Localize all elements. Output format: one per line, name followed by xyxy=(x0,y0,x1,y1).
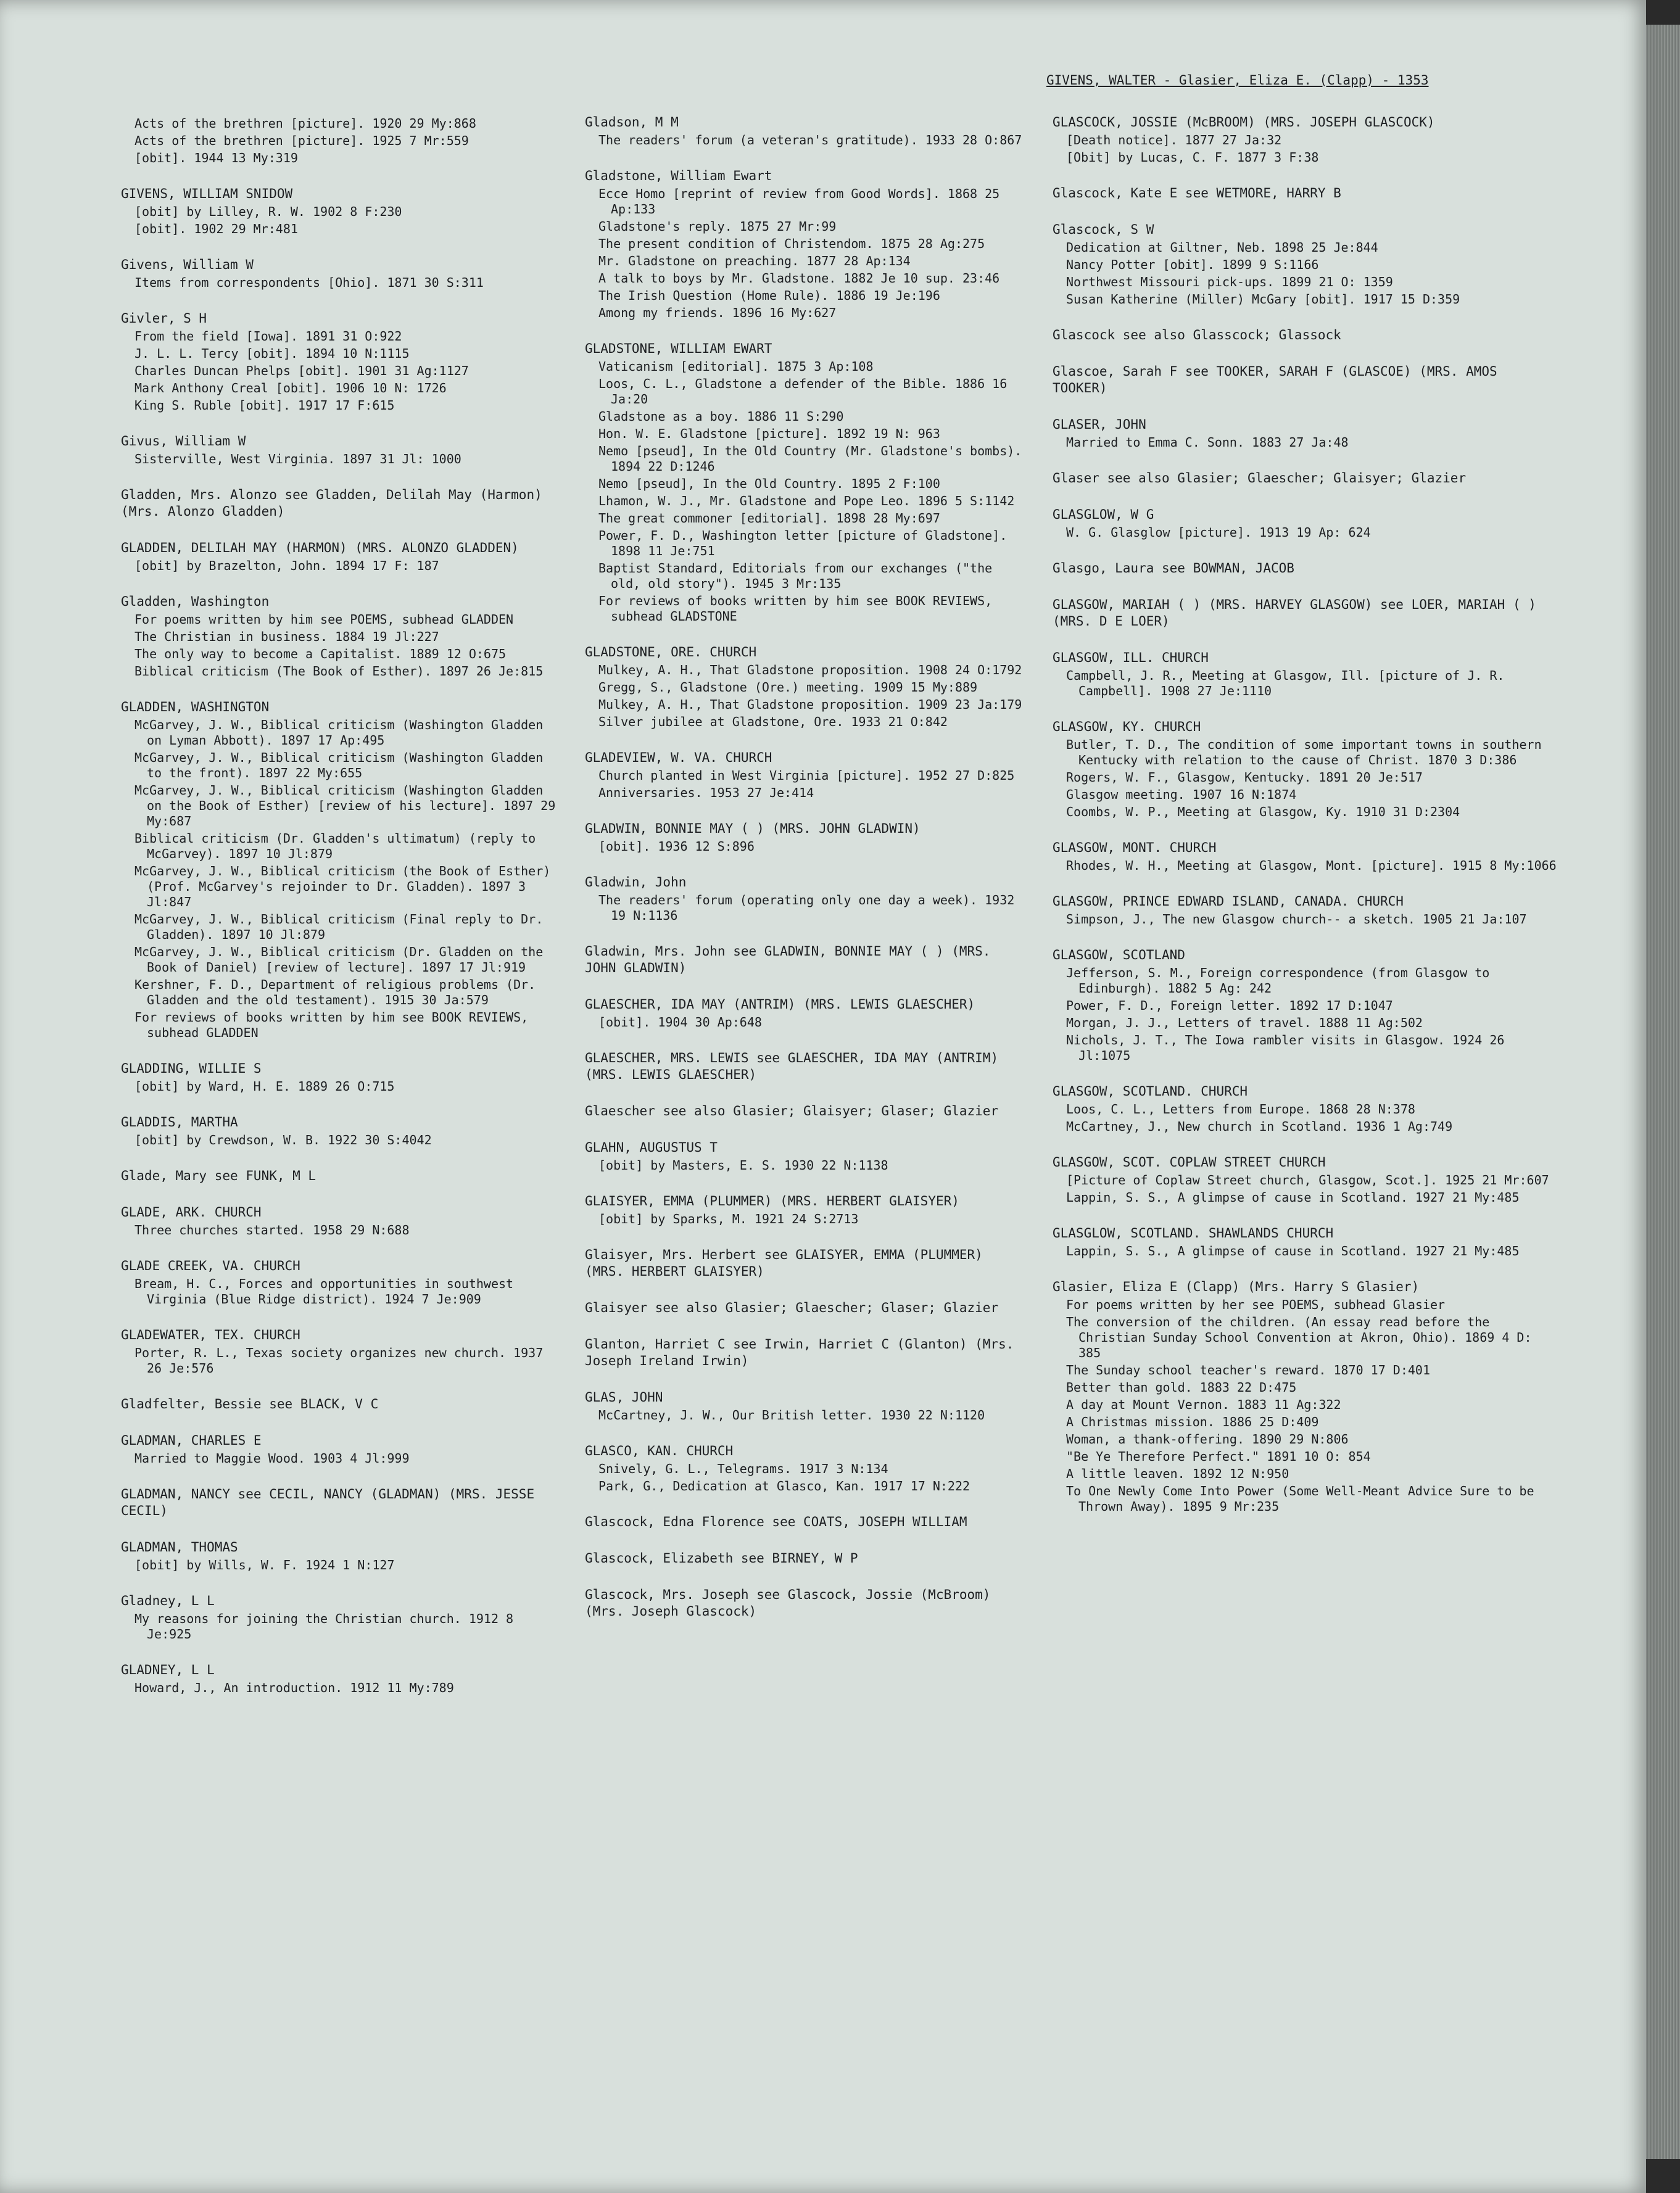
entry-citation: McGarvey, J. W., Biblical criticism (Washington Gladden to the front). 1897 22 My:655 xyxy=(134,750,544,780)
entry-citation: Simpson, J., The new Glasgow church-- a sketch. 1905 21 Ja:107 xyxy=(1066,912,1527,927)
entry-citation: [obit] by Wills, W. F. 1924 1 N:127 xyxy=(134,1558,395,1572)
entry-citation: [obit]. 1936 12 S:896 xyxy=(598,839,755,854)
entry-citation: Power, F. D., Foreign letter. 1892 17 D:1047 xyxy=(1066,998,1393,1013)
index-entry xyxy=(585,996,1029,1030)
entry-citation: Rhodes, W. H., Meeting at Glasgow, Mont. [picture]. 1915 8 My:1066 xyxy=(1066,858,1557,873)
entry-citation: Porter, R. L., Texas society organizes new church. 1937 26 Je:576 xyxy=(134,1345,544,1376)
entry-citation: Gladstone as a boy. 1886 11 S:290 xyxy=(598,409,844,424)
entry-citation: Snively, G. L., Telegrams. 1917 3 N:134 xyxy=(598,1461,888,1476)
entry-citation: [obit] by Crewdson, W. B. 1922 30 S:4042 xyxy=(134,1133,432,1147)
entry-citation: Three churches started. 1958 29 N:688 xyxy=(134,1223,410,1237)
index-entry xyxy=(121,1662,565,1696)
entry-heading: GLASCOCK, JOSSIE (McBROOM) (MRS. JOSEPH GLASCOCK) xyxy=(1053,115,1435,130)
index-entry xyxy=(585,1587,1029,1620)
entry-citation: Lappin, S. S., A glimpse of cause in Scotland. 1927 21 My:485 xyxy=(1066,1244,1520,1258)
index-entry xyxy=(121,1396,565,1413)
entry-heading: Glaisyer see also Glasier; Glaescher; Glaser; Glazier xyxy=(585,1300,999,1315)
index-entry xyxy=(1053,416,1558,450)
index-entry xyxy=(121,1432,565,1466)
entry-heading: GLASER, JOHN xyxy=(1053,417,1146,432)
entry-citation: The Christian in business. 1884 19 Jl:227 xyxy=(134,629,439,644)
entry-heading: GLAESCHER, IDA MAY (ANTRIM) (MRS. LEWIS GLAESCHER) xyxy=(585,997,975,1012)
entry-heading: Givus, William W xyxy=(121,434,246,448)
entry-heading: GLAHN, AUGUSTUS T xyxy=(585,1140,718,1155)
page-stack-edge xyxy=(1646,25,1680,2159)
entry-heading: Glanton, Harriet C see Irwin, Harriet C (Glanton) (Mrs. Joseph Ireland Irwin) xyxy=(585,1337,1014,1368)
index-entry xyxy=(1053,1279,1558,1514)
entry-citation: Gladstone's reply. 1875 27 Mr:99 xyxy=(598,219,837,234)
entry-citation: [Death notice]. 1877 27 Ja:32 xyxy=(1066,133,1282,147)
entry-citation: W. G. Glasglow [picture]. 1913 19 Ap: 624 xyxy=(1066,525,1371,540)
entry-citation: [obit]. 1944 13 My:319 xyxy=(134,151,298,165)
entry-citation: Jefferson, S. M., Foreign correspondence (from Glasgow to Edinburgh). 1882 5 Ag: 242 xyxy=(1066,965,1490,996)
entry-heading: GLADWIN, BONNIE MAY ( ) (MRS. JOHN GLADWIN) xyxy=(585,821,921,836)
entry-citation: Charles Duncan Phelps [obit]. 1901 31 Ag:1127 xyxy=(134,363,469,378)
entry-heading: Glade, Mary see FUNK, M L xyxy=(121,1168,317,1183)
entry-heading: GLADSTONE, WILLIAM EWART xyxy=(585,341,772,356)
index-entry xyxy=(585,943,1029,977)
entry-citation: Loos, C. L., Gladstone a defender of the Bible. 1886 16 Ja:20 xyxy=(598,376,1008,407)
entry-heading: GLASGOW, KY. CHURCH xyxy=(1053,719,1201,734)
entry-heading: GLAS, JOHN xyxy=(585,1390,663,1405)
index-entry xyxy=(585,644,1029,730)
index-entry xyxy=(1053,893,1558,927)
entry-heading: GLADDING, WILLIE S xyxy=(121,1061,262,1076)
entry-heading: Gladfelter, Bessie see BLACK, V C xyxy=(121,1397,379,1411)
index-entry xyxy=(585,1247,1029,1280)
entry-citation: Bream, H. C., Forces and opportunities in southwest Virginia (Blue Ridge district). 1924 7 Je:909 xyxy=(134,1276,514,1307)
index-entry xyxy=(121,433,565,467)
entry-citation: Woman, a thank-offering. 1890 29 N:806 xyxy=(1066,1432,1349,1447)
entry-heading: GLADMAN, NANCY see CECIL, NANCY (GLADMAN) (MRS. JESSE CECIL) xyxy=(121,1487,535,1518)
entry-heading: Glaescher see also Glasier; Glaisyer; Glaser; Glazier xyxy=(585,1104,999,1118)
entry-citation: [obit] by Sparks, M. 1921 24 S:2713 xyxy=(598,1212,859,1226)
entry-citation: The readers' forum (a veteran's gratitude). 1933 28 O:867 xyxy=(598,133,1022,147)
index-entry xyxy=(585,1103,1029,1120)
index-entry xyxy=(1053,185,1558,202)
entry-heading: Glascoe, Sarah F see TOOKER, SARAH F (GLASCOE) (MRS. AMOS TOOKER) xyxy=(1053,364,1497,395)
entry-citation: [obit] by Brazelton, John. 1894 17 F: 187 xyxy=(134,558,439,573)
entry-citation: The conversion of the children. (An essay read before the Christian Sunday School Convention at Akron, Ohio). 1869 4 D: 385 xyxy=(1066,1315,1532,1360)
index-entry xyxy=(585,168,1029,321)
index-entry xyxy=(585,874,1029,923)
index-entry xyxy=(121,1258,565,1307)
entry-citation: Morgan, J. J., Letters of travel. 1888 11 Ag:502 xyxy=(1066,1015,1423,1030)
entry-citation: "Be Ye Therefore Perfect." 1891 10 O: 854 xyxy=(1066,1449,1371,1464)
entry-citation: Rogers, W. F., Glasgow, Kentucky. 1891 20 Je:517 xyxy=(1066,770,1423,785)
index-entry xyxy=(1053,506,1558,540)
entry-heading: Gladwin, Mrs. John see GLADWIN, BONNIE MAY ( ) (MRS. JOHN GLADWIN) xyxy=(585,944,991,975)
entry-citation: A Christmas mission. 1886 25 D:409 xyxy=(1066,1415,1319,1429)
index-entry xyxy=(585,1550,1029,1567)
entry-heading: GLADEWATER, TEX. CHURCH xyxy=(121,1328,300,1342)
entry-citation: A talk to boys by Mr. Gladstone. 1882 Je 10 sup. 23:46 xyxy=(598,271,1000,286)
entry-citation: [obit]. 1902 29 Mr:481 xyxy=(134,221,298,236)
entry-heading: GLADE, ARK. CHURCH xyxy=(121,1205,262,1220)
entry-citation: For poems written by her see POEMS, subhead Glasier xyxy=(1066,1297,1446,1312)
entry-citation: Butler, T. D., The condition of some important towns in southern Kentucky with relation to the cause of Christ. 1870 3 D:386 xyxy=(1066,737,1542,767)
entry-heading: GLASGOW, SCOTLAND xyxy=(1053,948,1185,962)
index-entry xyxy=(1053,1154,1558,1205)
index-entry xyxy=(585,114,1029,148)
running-head: GIVENS, WALTER - Glasier, Eliza E. (Clapp) - 1353 xyxy=(1046,73,1429,88)
entry-citation: The Irish Question (Home Rule). 1886 19 Je:196 xyxy=(598,288,940,303)
entry-citation: Mark Anthony Creal [obit]. 1906 10 N: 1726 xyxy=(134,381,447,395)
entry-citation: Mulkey, A. H., That Gladstone proposition. 1909 23 Ja:179 xyxy=(598,697,1022,712)
entry-citation: The only way to become a Capitalist. 1889 12 O:675 xyxy=(134,646,507,661)
index-entry xyxy=(121,116,565,166)
index-entry xyxy=(1053,840,1558,873)
entry-citation: McCartney, J., New church in Scotland. 1936 1 Ag:749 xyxy=(1066,1119,1453,1134)
entry-heading: GLASGOW, SCOT. COPLAW STREET CHURCH xyxy=(1053,1155,1326,1170)
entry-citation: Lhamon, W. J., Mr. Gladstone and Pope Leo. 1896 5 S:1142 xyxy=(598,494,1015,508)
index-entry xyxy=(1053,947,1558,1063)
entry-heading: GLASCO, KAN. CHURCH xyxy=(585,1443,734,1458)
index-entry xyxy=(1053,221,1558,307)
entry-citation: King S. Ruble [obit]. 1917 17 F:615 xyxy=(134,398,395,413)
index-entry xyxy=(121,1327,565,1376)
index-entry xyxy=(1053,719,1558,820)
entry-heading: Gladwin, John xyxy=(585,875,687,890)
entry-citation: Nemo [pseud], In the Old Country (Mr. Gladstone's bombs). 1894 22 D:1246 xyxy=(598,444,1022,474)
entry-citation: Acts of the brethren [picture]. 1925 7 Mr:559 xyxy=(134,133,469,148)
entry-heading: Glascock, Edna Florence see COATS, JOSEPH WILLIAM xyxy=(585,1514,967,1529)
index-entry xyxy=(121,540,565,574)
entry-citation: Acts of the brethren [picture]. 1920 29 My:868 xyxy=(134,116,476,131)
entry-citation: McGarvey, J. W., Biblical criticism (Washington Gladden on the Book of Esther) [review of his lecture]. 1897 29 My:687 xyxy=(134,783,556,828)
entry-citation: The great commoner [editorial]. 1898 28 My:697 xyxy=(598,511,940,526)
entry-citation: [obit] by Ward, H. E. 1889 26 O:715 xyxy=(134,1079,395,1094)
entry-heading: GLADNEY, L L xyxy=(121,1662,215,1677)
index-entry xyxy=(121,699,565,1041)
index-entry xyxy=(121,1060,565,1094)
entry-citation: Hon. W. E. Gladstone [picture]. 1892 19 N: 963 xyxy=(598,426,940,441)
index-entry xyxy=(1053,327,1558,344)
entry-citation: For poems written by him see POEMS, subhead GLADDEN xyxy=(134,612,514,627)
entry-heading: GLASGOW, SCOTLAND. CHURCH xyxy=(1053,1084,1248,1099)
entry-heading: Glascock, Mrs. Joseph see Glascock, Jossie (McBroom) (Mrs. Joseph Glascock) xyxy=(585,1587,991,1619)
entry-heading: Gladden, Washington xyxy=(121,594,270,609)
entry-citation: Married to Emma C. Sonn. 1883 27 Ja:48 xyxy=(1066,435,1349,450)
entry-heading: Glaser see also Glasier; Glaescher; Glaisyer; Glazier xyxy=(1053,471,1467,485)
index-entry xyxy=(121,487,565,520)
index-entry xyxy=(1053,1225,1558,1259)
entry-heading: GLASGOW, ILL. CHURCH xyxy=(1053,650,1209,665)
entry-heading: Glascock, Kate E see WETMORE, HARRY B xyxy=(1053,186,1341,200)
entry-citation: Coombs, W. P., Meeting at Glasgow, Ky. 1910 31 D:2304 xyxy=(1066,804,1460,819)
entry-heading: Gladney, L L xyxy=(121,1593,215,1608)
entry-citation: Nemo [pseud], In the Old Country. 1895 2 F:100 xyxy=(598,476,940,491)
entry-citation: Glasgow meeting. 1907 16 N:1874 xyxy=(1066,787,1297,802)
entry-citation: A little leaven. 1892 12 N:950 xyxy=(1066,1466,1289,1481)
index-entry xyxy=(585,341,1029,624)
entry-citation: McGarvey, J. W., Biblical criticism (Dr. Gladden on the Book of Daniel) [review of lecture]. 1897 17 Jl:919 xyxy=(134,944,544,975)
entry-citation: Silver jubilee at Gladstone, Ore. 1933 21 O:842 xyxy=(598,714,948,729)
entry-heading: GLASGOW, MARIAH ( ) (MRS. HARVEY GLASGOW) see LOER, MARIAH ( ) (MRS. D E LOER) xyxy=(1053,597,1536,629)
index-entry xyxy=(1053,470,1558,487)
entry-heading: GLADEVIEW, W. VA. CHURCH xyxy=(585,750,772,765)
index-entry xyxy=(585,1514,1029,1530)
entry-heading: Gladden, Mrs. Alonzo see Gladden, Delilah May (Harmon) (Mrs. Alonzo Gladden) xyxy=(121,487,542,519)
entry-citation: McGarvey, J. W., Biblical criticism (Final reply to Dr. Gladden). 1897 10 Jl:879 xyxy=(134,912,544,942)
entry-heading: GLADE CREEK, VA. CHURCH xyxy=(121,1258,300,1273)
index-entry xyxy=(585,1389,1029,1423)
index-entry xyxy=(585,1050,1029,1083)
entry-citation: The present condition of Christendom. 1875 28 Ag:275 xyxy=(598,236,985,251)
entry-citation: Mulkey, A. H., That Gladstone proposition. 1908 24 O:1792 xyxy=(598,663,1022,677)
index-entry xyxy=(585,1443,1029,1494)
index-entry xyxy=(121,1168,565,1184)
entry-citation: For reviews of books written by him see BOOK REVIEWS, subhead GLADSTONE xyxy=(598,593,993,624)
entry-heading: Glasgo, Laura see BOWMAN, JACOB xyxy=(1053,561,1294,576)
entry-citation: The Sunday school teacher's reward. 1870 17 D:401 xyxy=(1066,1363,1431,1377)
entry-heading: Glasier, Eliza E (Clapp) (Mrs. Harry S Glasier) xyxy=(1053,1279,1420,1294)
entry-citation: Church planted in West Virginia [picture]. 1952 27 D:825 xyxy=(598,768,1015,783)
index-entry xyxy=(121,1204,565,1238)
entry-citation: For reviews of books written by him see BOOK REVIEWS, subhead GLADDEN xyxy=(134,1010,529,1040)
entry-citation: McGarvey, J. W., Biblical criticism (the Book of Esther) (Prof. McGarvey's rejoinder to Dr. Gladden). 1897 3 Jl:847 xyxy=(134,864,551,909)
entry-citation: J. L. L. Tercy [obit]. 1894 10 N:1115 xyxy=(134,346,410,361)
entry-heading: GLASGOW, MONT. CHURCH xyxy=(1053,840,1217,855)
entry-heading: GLADDIS, MARTHA xyxy=(121,1115,238,1130)
entry-citation: Nancy Potter [obit]. 1899 9 S:1166 xyxy=(1066,257,1319,272)
entry-citation: McGarvey, J. W., Biblical criticism (Washington Gladden on Lyman Abbott). 1897 17 Ap:495 xyxy=(134,717,544,748)
index-entry xyxy=(1053,1083,1558,1134)
entry-citation: Among my friends. 1896 16 My:627 xyxy=(598,305,837,320)
entry-heading: Givler, S H xyxy=(121,311,207,326)
entry-heading: Glaisyer, Mrs. Herbert see GLAISYER, EMMA (PLUMMER) (MRS. HERBERT GLAISYER) xyxy=(585,1247,983,1279)
entry-heading: GLADDEN, WASHINGTON xyxy=(121,700,270,714)
entry-citation: A day at Mount Vernon. 1883 11 Ag:322 xyxy=(1066,1397,1341,1412)
entry-heading: Glascock, Elizabeth see BIRNEY, W P xyxy=(585,1551,858,1566)
index-entry xyxy=(121,593,565,679)
index-column-1 xyxy=(121,114,565,1716)
entry-heading: GLADMAN, CHARLES E xyxy=(121,1433,262,1448)
entry-heading: Glascock, S W xyxy=(1053,222,1154,237)
entry-citation: Lappin, S. S., A glimpse of cause in Scotland. 1927 21 My:485 xyxy=(1066,1190,1520,1205)
entry-heading: Gladson, M M xyxy=(585,115,679,130)
entry-citation: [obit]. 1904 30 Ap:648 xyxy=(598,1015,762,1030)
entry-citation: Kershner, F. D., Department of religious problems (Dr. Gladden and the old testament). 1915 30 Ja:579 xyxy=(134,977,536,1007)
entry-citation: From the field [Iowa]. 1891 31 O:922 xyxy=(134,329,402,344)
entry-citation: Dedication at Giltner, Neb. 1898 25 Je:844 xyxy=(1066,240,1378,255)
entry-citation: Gregg, S., Gladstone (Ore.) meeting. 1909 15 My:889 xyxy=(598,680,978,695)
entry-citation: My reasons for joining the Christian church. 1912 8 Je:925 xyxy=(134,1611,514,1642)
entry-citation: To One Newly Come Into Power (Some Well-Meant Advice Sure to be Thrown Away). 1895 9 Mr:235 xyxy=(1066,1484,1534,1514)
entry-citation: Loos, C. L., Letters from Europe. 1868 28 N:378 xyxy=(1066,1102,1415,1117)
entry-citation: The readers' forum (operating only one day a week). 1932 19 N:1136 xyxy=(598,893,1015,923)
entry-citation: Power, F. D., Washington letter [picture of Gladstone]. 1898 11 Je:751 xyxy=(598,528,1008,558)
index-entry xyxy=(585,1300,1029,1316)
entry-heading: GIVENS, WILLIAM SNIDOW xyxy=(121,186,293,201)
index-entry xyxy=(1053,363,1558,397)
entry-citation: Items from correspondents [Ohio]. 1871 30 S:311 xyxy=(134,275,484,290)
entry-citation: Northwest Missouri pick-ups. 1899 21 O: 1359 xyxy=(1066,275,1393,289)
entry-heading: Gladstone, William Ewart xyxy=(585,168,772,183)
index-entry xyxy=(121,1114,565,1148)
index-entry xyxy=(121,1539,565,1573)
entry-citation: Anniversaries. 1953 27 Je:414 xyxy=(598,785,814,800)
index-entry xyxy=(1053,597,1558,630)
entry-citation: McCartney, J. W., Our British letter. 1930 22 N:1120 xyxy=(598,1408,985,1423)
entry-citation: [Picture of Coplaw Street church, Glasgow, Scot.]. 1925 21 Mr:607 xyxy=(1066,1173,1549,1187)
entry-citation: Susan Katherine (Miller) McGary [obit]. 1917 15 D:359 xyxy=(1066,292,1460,307)
entry-citation: [obit] by Masters, E. S. 1930 22 N:1138 xyxy=(598,1158,888,1173)
entry-heading: GLASGLOW, W G xyxy=(1053,507,1154,522)
entry-heading: GLAISYER, EMMA (PLUMMER) (MRS. HERBERT GLAISYER) xyxy=(585,1194,959,1208)
entry-heading: Givens, William W xyxy=(121,257,254,272)
index-entry xyxy=(585,1139,1029,1173)
entry-heading: GLADSTONE, ORE. CHURCH xyxy=(585,645,757,659)
entry-citation: Baptist Standard, Editorials from our exchanges ("the old, old story"). 1945 3 Mr:135 xyxy=(598,561,993,591)
entry-citation: [Obit] by Lucas, C. F. 1877 3 F:38 xyxy=(1066,150,1319,165)
entry-heading: GLADDEN, DELILAH MAY (HARMON) (MRS. ALONZO GLADDEN) xyxy=(121,540,519,555)
entry-citation: Better than gold. 1883 22 D:475 xyxy=(1066,1380,1297,1395)
entry-citation: Married to Maggie Wood. 1903 4 Jl:999 xyxy=(134,1451,410,1466)
entry-heading: GLAESCHER, MRS. LEWIS see GLAESCHER, IDA MAY (ANTRIM) (MRS. LEWIS GLAESCHER) xyxy=(585,1051,999,1082)
entry-citation: Sisterville, West Virginia. 1897 31 Jl: 1000 xyxy=(134,452,461,466)
entry-citation: [obit] by Lilley, R. W. 1902 8 F:230 xyxy=(134,204,402,219)
index-entry xyxy=(121,257,565,291)
index-entry xyxy=(1053,114,1558,165)
index-entry xyxy=(585,1193,1029,1227)
entry-citation: Mr. Gladstone on preaching. 1877 28 Ap:134 xyxy=(598,254,911,268)
entry-citation: Vaticanism [editorial]. 1875 3 Ap:108 xyxy=(598,359,874,374)
entry-citation: Nichols, J. T., The Iowa rambler visits in Glasgow. 1924 26 Jl:1075 xyxy=(1066,1033,1505,1063)
entry-citation: Biblical criticism (The Book of Esther). 1897 26 Je:815 xyxy=(134,664,544,679)
index-entry xyxy=(121,1593,565,1642)
index-entry xyxy=(585,750,1029,801)
index-entry xyxy=(585,820,1029,854)
entry-heading: GLASGOW, PRINCE EDWARD ISLAND, CANADA. CHURCH xyxy=(1053,894,1404,909)
index-column-2 xyxy=(585,114,1029,1640)
index-entry xyxy=(1053,560,1558,577)
entry-citation: Howard, J., An introduction. 1912 11 My:789 xyxy=(134,1680,454,1695)
index-entry xyxy=(121,186,565,237)
index-entry xyxy=(1053,650,1558,699)
entry-heading: Glascock see also Glasscock; Glassock xyxy=(1053,328,1341,342)
entry-citation: Park, G., Dedication at Glasco, Kan. 1917 17 N:222 xyxy=(598,1479,970,1493)
entry-citation: Campbell, J. R., Meeting at Glasgow, Ill. [picture of J. R. Campbell]. 1908 27 Je:1110 xyxy=(1066,668,1505,698)
entry-citation: Biblical criticism (Dr. Gladden's ultimatum) (reply to McGarvey). 1897 10 Jl:879 xyxy=(134,831,536,861)
index-entry xyxy=(121,310,565,413)
index-entry xyxy=(585,1336,1029,1369)
entry-citation: Ecce Homo [reprint of review from Good Words]. 1868 25 Ap:133 xyxy=(598,186,1000,217)
entry-heading: GLADMAN, THOMAS xyxy=(121,1540,238,1555)
entry-heading: GLASGLOW, SCOTLAND. SHAWLANDS CHURCH xyxy=(1053,1226,1334,1241)
index-entry xyxy=(121,1486,565,1519)
index-column-3 xyxy=(1053,114,1558,1534)
